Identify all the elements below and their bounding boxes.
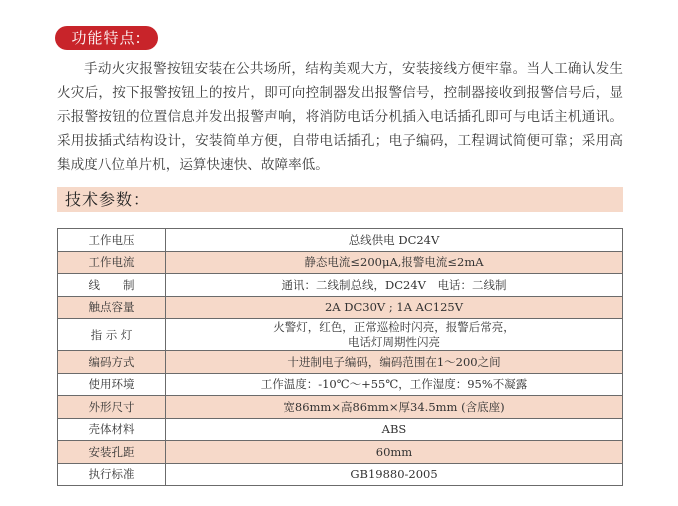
param-value: 工作温度：-10℃～+55℃，工作湿度：95%不凝露 bbox=[166, 373, 623, 396]
param-value-line: 火警灯，红色，正常巡检时闪亮，报警后常亮， bbox=[273, 319, 515, 334]
param-label: 触点容量 bbox=[58, 296, 166, 319]
features-paragraph: 手动火灾报警按钮安装在公共场所，结构美观大方，安装接线方便牢靠。当人工确认发生火灾后，按下报警按钮上的按片，即可向控制器发出报警信号，控制器接收到报警信号后，显示报警按钮的位置信息并发出报警声响，将消防电话分机插入电话插孔即可与电话主机通讯。采用拔插式结构设计，安装简单方便，自带电话插孔；电子编码，工程调试简便可靠；采用高集成度八位单片机，运算快速快、故障率低。 bbox=[57, 61, 623, 173]
table-row bbox=[58, 441, 623, 464]
param-value-line: 电话灯周期性闪亮 bbox=[348, 334, 440, 349]
param-label: 指 示 灯 bbox=[58, 319, 166, 351]
param-label: 使用环境 bbox=[58, 373, 166, 396]
param-label: 外形尺寸 bbox=[58, 396, 166, 419]
param-value: GB19880-2005 bbox=[166, 463, 623, 486]
table-row bbox=[58, 463, 623, 486]
table-row bbox=[58, 319, 623, 351]
param-label: 工作电压 bbox=[58, 229, 166, 252]
table-row bbox=[58, 351, 623, 374]
table-row bbox=[58, 396, 623, 419]
param-value: 2A DC30V ; 1A AC125V bbox=[166, 296, 623, 319]
param-value: 60mm bbox=[166, 441, 623, 464]
table-row bbox=[58, 373, 623, 396]
param-label: 安装孔距 bbox=[58, 441, 166, 464]
param-label: 线 制 bbox=[58, 274, 166, 297]
table-row bbox=[58, 418, 623, 441]
param-value: 通讯：二线制总线，DC24V 电话：二线制 bbox=[166, 274, 623, 297]
param-value: 十进制电子编码，编码范围在1～200之间 bbox=[166, 351, 623, 374]
param-value: 宽86mm×高86mm×厚34.5mm (含底座) bbox=[166, 396, 623, 419]
features-title-badge: 功能特点: bbox=[55, 26, 158, 50]
table-row bbox=[58, 229, 623, 252]
param-value bbox=[166, 319, 623, 351]
param-label: 工作电流 bbox=[58, 251, 166, 274]
param-label: 壳体材料 bbox=[58, 418, 166, 441]
table-row bbox=[58, 274, 623, 297]
param-value: 静态电流≤200μA,报警电流≤2mA bbox=[166, 251, 623, 274]
table-row bbox=[58, 296, 623, 319]
table-row bbox=[58, 251, 623, 274]
param-value: ABS bbox=[166, 418, 623, 441]
param-label: 执行标准 bbox=[58, 463, 166, 486]
params-title: 技术参数： bbox=[65, 190, 151, 209]
params-header-bar bbox=[57, 187, 623, 212]
params-table bbox=[57, 228, 623, 486]
param-value: 总线供电 DC24V bbox=[166, 229, 623, 252]
param-label: 编码方式 bbox=[58, 351, 166, 374]
